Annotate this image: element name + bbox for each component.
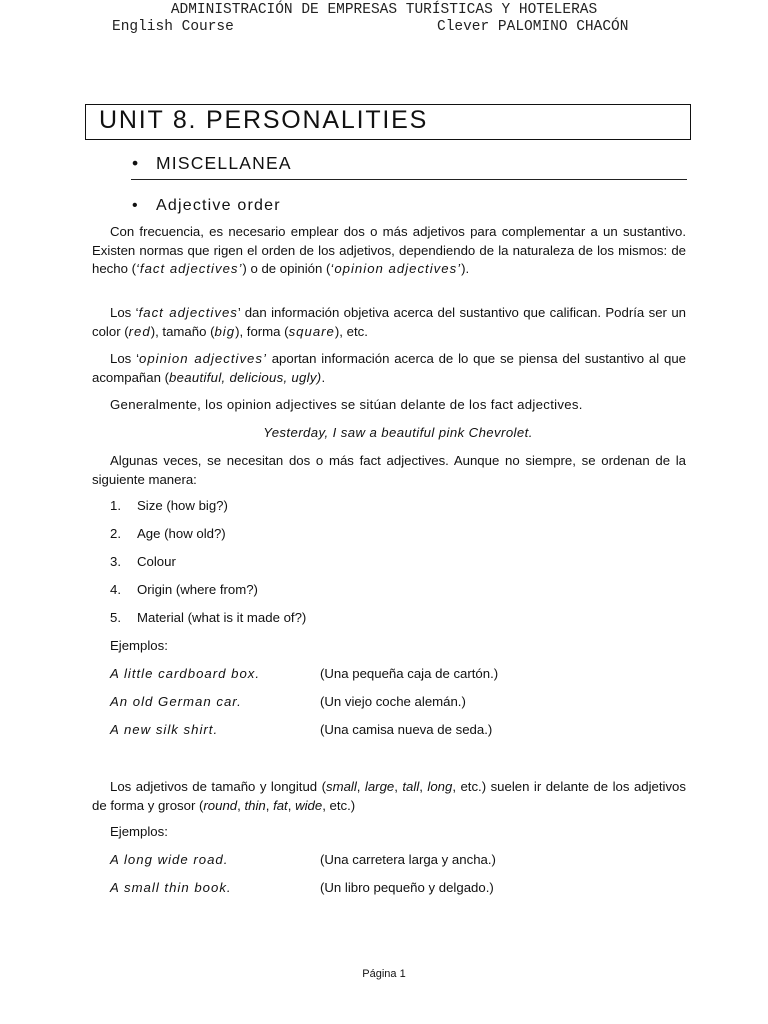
example-spanish: (Una pequeña caja de cartón.)	[320, 666, 499, 681]
text: ), etc.	[334, 323, 368, 339]
example-english: A new silk shirt.	[110, 722, 219, 737]
text: ’ dan información objetiva acerca del sustantivo que califican. Podría ser un color (	[92, 305, 687, 339]
bullet-dot: •	[132, 153, 140, 173]
text: ,	[356, 779, 365, 794]
examples-label: Ejemplos:	[110, 638, 168, 653]
list-number: 5.	[110, 610, 121, 625]
topic-heading: Adjective order	[156, 197, 281, 214]
bullet-dot: •	[132, 197, 139, 214]
text: .	[321, 369, 326, 385]
example-sentence: Yesterday, I saw a beautiful pink Chevrolet.	[263, 425, 533, 440]
list-item	[110, 554, 176, 569]
text: ,	[394, 779, 403, 794]
example-spanish: (Un libro pequeño y delgado.)	[320, 880, 494, 895]
example-word: small	[326, 779, 357, 794]
text: Los adjetivos de tamaño y longitud (	[110, 779, 326, 794]
example-english: A small thin book.	[110, 880, 232, 895]
term-fact: ‘fact adjectives’	[136, 261, 243, 276]
text: ), forma (	[235, 323, 289, 339]
section-bullet	[132, 153, 432, 175]
list-text: Age (how old?)	[137, 526, 226, 541]
unit-title-box	[85, 104, 691, 140]
example-spanish: (Una camisa nueva de seda.)	[320, 722, 493, 737]
text: ,	[237, 797, 245, 813]
text: , etc.)	[322, 797, 356, 813]
text: ,	[419, 779, 428, 794]
list-number: 3.	[110, 554, 121, 569]
header-author: Clever PALOMINO CHACÓN	[437, 19, 629, 35]
term-fact: fact adjectives	[138, 305, 238, 320]
list-text: Size (how big?)	[137, 498, 228, 513]
example-word: wide	[295, 797, 323, 813]
example-words: beautiful, delicious, ugly)	[168, 369, 322, 385]
text: , etc.) suelen ir delante de los adjetivos de forma y grosor (	[92, 779, 686, 813]
term-opinion: ‘opinion adjectives’	[330, 261, 462, 276]
list-number: 4.	[110, 582, 121, 597]
list-text: Colour	[137, 554, 176, 569]
section-divider	[131, 179, 687, 180]
examples-label: Ejemplos:	[110, 824, 168, 839]
list-item	[110, 610, 306, 625]
text: ) o de opinión (	[242, 261, 331, 276]
example-english: A little cardboard box.	[110, 666, 261, 681]
text: ), tamaño (	[150, 323, 215, 339]
paragraph-intro	[92, 223, 686, 279]
example-spanish: (Un viejo coche alemán.)	[320, 694, 466, 709]
example-word: long	[427, 779, 453, 794]
example-word: fat	[273, 797, 288, 813]
example-word: thin	[244, 797, 266, 813]
text: ,	[287, 797, 296, 813]
list-number: 1.	[110, 498, 121, 513]
text: Los ‘	[110, 305, 139, 320]
example-english: A long wide road.	[110, 852, 229, 867]
text: Con frecuencia, es necesario emplear dos o más adjetivos para complementar a un sustantivo. Existen normas que rigen el orden de los adjetivos, dependiendo de la naturaleza de los mismos: de hecho (	[92, 224, 686, 276]
example-word: large	[364, 779, 395, 794]
list-text: Material (what is it made of?)	[137, 610, 307, 625]
text: ,	[265, 797, 274, 813]
paragraph-general-rule: Generalmente, los opinion adjectives se sitúan delante de los fact adjectives.	[110, 397, 583, 412]
list-item	[110, 498, 228, 513]
paragraph-size-shape	[92, 778, 686, 815]
text: ).	[461, 261, 470, 276]
example-english: An old German car.	[110, 694, 242, 709]
paragraph-order-intro: Algunas veces, se necesitan dos o más fact adjectives. Aunque no siempre, se ordenan de la siguiente manera:	[92, 453, 686, 487]
example-spanish: (Una carretera larga y ancha.)	[320, 852, 496, 867]
example-word: round	[203, 797, 238, 813]
example-word: tall	[402, 779, 420, 794]
text: aportan información acerca de lo que se piensa del sustantivo al que acompañan (	[92, 351, 686, 385]
paragraph-opinion-adjectives	[92, 350, 686, 387]
unit-title: UNIT 8. PERSONALITIES	[99, 106, 429, 134]
text: Los ‘	[110, 351, 139, 366]
list-item	[110, 582, 258, 597]
list-number: 2.	[110, 526, 121, 541]
paragraph-fact-adjectives	[92, 304, 686, 341]
example-word: big	[214, 323, 236, 339]
list-text: Origin (where from?)	[137, 582, 258, 597]
example-word: square	[288, 323, 335, 339]
term-opinion: opinion adjectives’	[139, 351, 267, 366]
section-heading: MISCELLANEA	[156, 153, 292, 173]
list-item	[110, 526, 226, 541]
page-number: Página 1	[362, 968, 406, 980]
example-word: red	[128, 323, 151, 339]
header-institution: ADMINISTRACIÓN DE EMPRESAS TURÍSTICAS Y HOTELERAS	[170, 2, 598, 18]
header-course: English Course	[112, 19, 234, 35]
topic-bullet	[132, 197, 432, 219]
